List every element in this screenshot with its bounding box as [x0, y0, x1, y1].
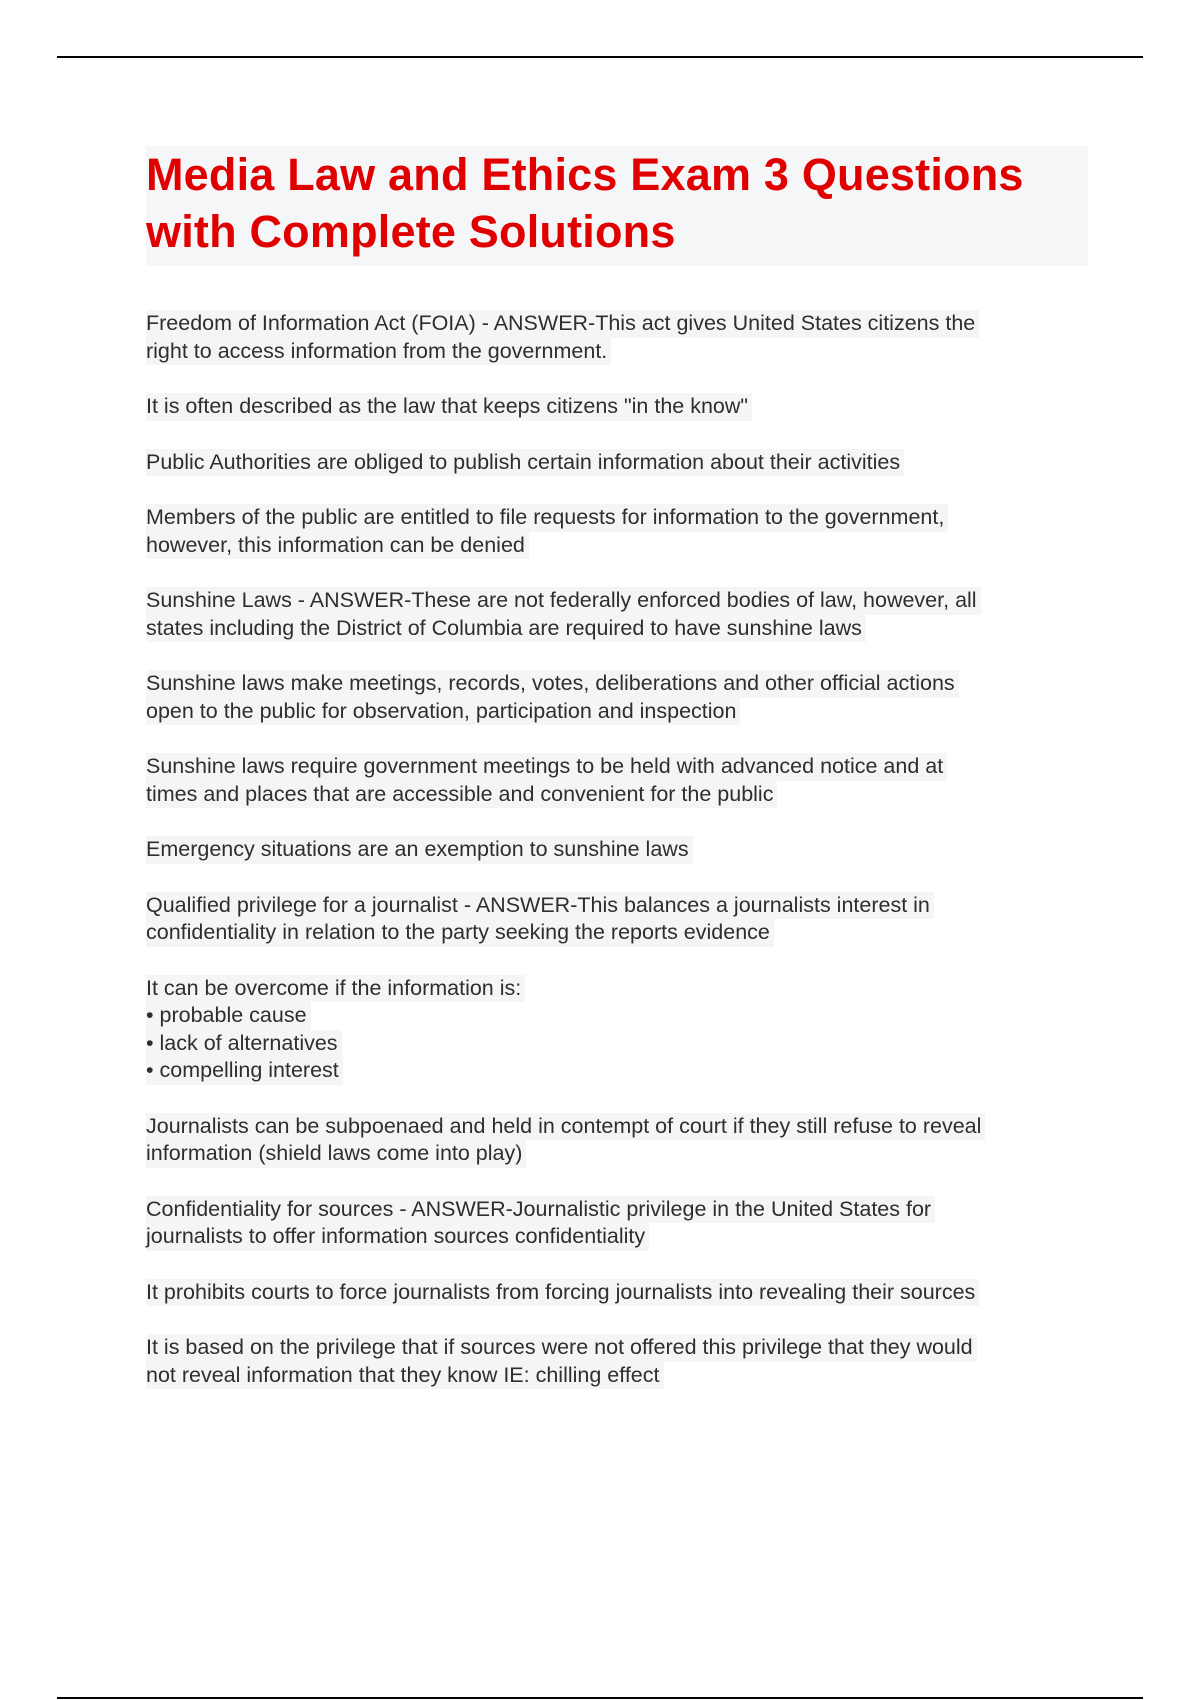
paragraph-line: Qualified privilege for a journalist - ANSWER-This balances a journalists interest in	[146, 892, 934, 920]
paragraph	[146, 892, 1088, 947]
paragraph	[146, 504, 1088, 559]
paragraph-line: not reveal information that they know IE: chilling effect	[146, 1362, 664, 1390]
paragraph	[146, 753, 1088, 808]
paragraph	[146, 310, 1088, 365]
document-title	[146, 146, 1088, 260]
paragraph-line: Members of the public are entitled to file requests for information to the government,	[146, 504, 948, 532]
title-line-2: with Complete Solutions	[146, 206, 676, 257]
paragraph	[146, 1113, 1088, 1168]
paragraph-line: information (shield laws come into play)	[146, 1140, 526, 1168]
paragraph-line: journalists to offer information sources confidentiality	[146, 1223, 649, 1251]
paragraph-line: Journalists can be subpoenaed and held in contempt of court if they still refuse to reveal	[146, 1113, 985, 1141]
paragraph	[146, 836, 1088, 864]
paragraph-line: It is often described as the law that keeps citizens "in the know"	[146, 393, 752, 421]
paragraph-line: Freedom of Information Act (FOIA) - ANSWER-This act gives United States citizens the	[146, 310, 979, 338]
paragraph-line: • lack of alternatives	[146, 1030, 342, 1058]
paragraph-line: • compelling interest	[146, 1057, 343, 1085]
paragraph-line: Emergency situations are an exemption to sunshine laws	[146, 836, 693, 864]
paragraph-line: It can be overcome if the information is:	[146, 975, 525, 1003]
paragraph-line: open to the public for observation, participation and inspection	[146, 698, 740, 726]
bottom-rule	[57, 1697, 1143, 1699]
paragraph-line: Sunshine laws require government meetings to be held with advanced notice and at	[146, 753, 947, 781]
paragraph-line: times and places that are accessible and convenient for the public	[146, 781, 777, 809]
paragraph-line: states including the District of Columbia are required to have sunshine laws	[146, 615, 866, 643]
paragraph	[146, 449, 1088, 477]
paragraph-line: It is based on the privilege that if sources were not offered this privilege that they would	[146, 1334, 977, 1362]
paragraph-line: confidentiality in relation to the party seeking the reports evidence	[146, 919, 774, 947]
paragraph-list	[146, 310, 1088, 1389]
paragraph-line: • probable cause	[146, 1002, 311, 1030]
paragraph-line: right to access information from the government.	[146, 338, 611, 366]
paragraph-line: Confidentiality for sources - ANSWER-Journalistic privilege in the United States for	[146, 1196, 935, 1224]
paragraph-line: Sunshine laws make meetings, records, votes, deliberations and other official actions	[146, 670, 959, 698]
paragraph	[146, 975, 1088, 1085]
title-line-1: Media Law and Ethics Exam 3 Questions	[146, 149, 1024, 200]
paragraph-line: It prohibits courts to force journalists from forcing journalists into revealing their sources	[146, 1279, 979, 1307]
paragraph	[146, 670, 1088, 725]
document-body	[146, 146, 1088, 1417]
paragraph	[146, 587, 1088, 642]
top-rule	[57, 56, 1143, 58]
paragraph	[146, 393, 1088, 421]
title-block	[146, 146, 1088, 266]
paragraph	[146, 1279, 1088, 1307]
paragraph	[146, 1334, 1088, 1389]
paragraph-line: Public Authorities are obliged to publish certain information about their activities	[146, 449, 904, 477]
paragraph-line: however, this information can be denied	[146, 532, 529, 560]
paragraph	[146, 1196, 1088, 1251]
paragraph-line: Sunshine Laws - ANSWER-These are not federally enforced bodies of law, however, all	[146, 587, 981, 615]
